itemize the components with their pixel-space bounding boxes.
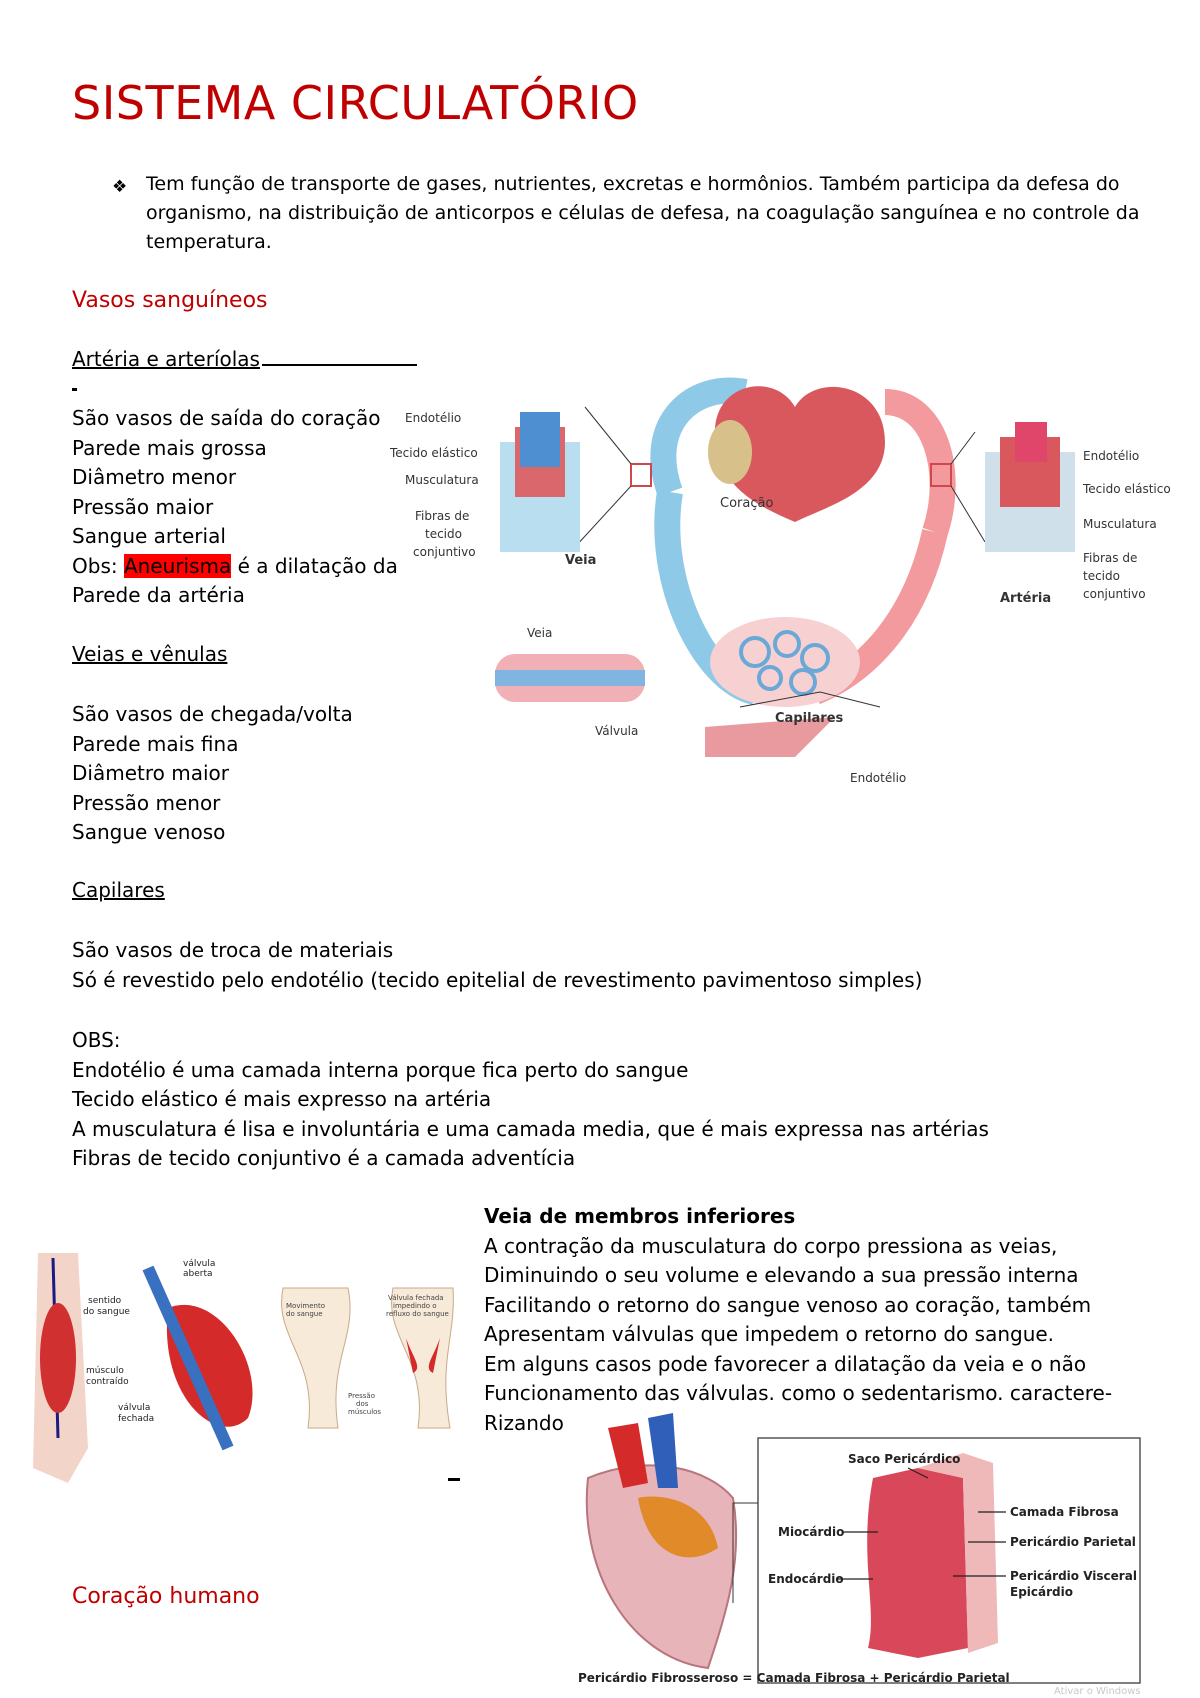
list-item: Em alguns casos pode favorecer a dilatação da veia e o não [484,1351,1087,1376]
list-item: Facilitando o retorno do sangue venoso ao coração, também [484,1292,1092,1317]
list-item: A contração da musculatura do corpo pressiona as veias, [484,1233,1058,1258]
arteria-endotelio-layer [1015,422,1047,462]
list-item: Diminuindo o seu volume e elevando a sua pressão interna [484,1263,1079,1287]
label-movimento-2: do sangue [286,1310,323,1318]
veias-list [72,700,353,848]
list-item: Sangue arterial [72,524,226,548]
label-veia: Veia [565,553,597,568]
label-endocardio: Endocárdio [768,1572,844,1586]
veia-valve-lumen [495,670,645,686]
veias-heading: Veias e vênulas [72,642,228,666]
label-pericardio-visceral: Pericárdio Visceral [1010,1569,1137,1583]
label-conjuntivo: conjuntivo [413,545,476,559]
label-endotelio-bottom: Endotélio [850,771,907,785]
label-sentido-1: sentido [88,1296,122,1306]
arterias-heading: Artéria e arteríolas [72,347,260,371]
obs-heading: OBS: [72,1028,121,1052]
leg-veins-diagram [18,1248,458,1488]
stray-mark [448,1478,460,1481]
label-valvula-fechada-2: fechada [118,1414,155,1424]
list-item: Diâmetro menor [72,465,237,489]
label-fechada-1: Válvula fechada [388,1294,444,1302]
label-capilares: Capilares [775,711,844,726]
label-endotelio: Endotélio [405,411,462,425]
label-conjuntivo: conjuntivo [1083,587,1146,601]
underline-rule [262,364,417,366]
leg-muscle [40,1303,76,1413]
label-valvula-aberta-2: aberta [183,1269,213,1279]
list-item: Endotélio é uma camada interna porque fica perto do sangue [72,1057,689,1082]
label-fibras: Fibras de [1083,551,1138,565]
list-item: Pressão maior [72,494,214,519]
label-valvula-fechada-1: válvula [118,1403,151,1413]
list-item: Parede da artéria [72,583,245,607]
pericardium-diagram [568,1408,1144,1690]
list-item: Apresentam válvulas que impedem o retorno do sangue. [484,1322,1055,1346]
list-item: São vasos de saída do coração [72,406,381,430]
capilares-list [72,936,922,995]
list-item: A musculatura é lisa e involuntária e uma camada media, que é mais expressa nas artérias [72,1116,989,1141]
obs-suffix: é a dilatação da [231,553,398,578]
arterias-list [72,404,398,611]
heart-atrium [708,420,752,484]
label-tecido: tecido [425,527,462,541]
list-item: Pressão menor [72,790,221,815]
label-endotelio: Endotélio [1083,449,1140,463]
list-item: Só é revestido pelo endotélio (tecido epitelial de revestimento pavimentoso simples) [72,967,923,992]
label-valvula-aberta-1: válvula [183,1259,216,1269]
veia-labels [389,411,479,559]
label-tecido-elastico: Tecido elástico [390,446,478,460]
label-pressao-1: Pressão [348,1392,375,1400]
label-musculatura: Musculatura [1083,517,1157,531]
obs-prefix: Obs: [72,553,124,578]
label-valvula: Válvula [595,724,639,738]
diamond-bullet-icon: ❖ [112,177,128,197]
list-item: Funcionamento das válvulas. como o sedentarismo. caractere- [484,1381,1113,1405]
label-camada-fibrosa: Camada Fibrosa [1010,1505,1119,1519]
arteria-labels [1082,449,1171,601]
list-item: São vasos de chegada/volta [72,702,353,726]
list-item: Parede mais fina [72,731,239,756]
section-heading-vasos: Vasos sanguíneos [72,288,268,313]
pericardium-caption: Pericárdio Fibrosseroso = Camada Fibrosa + Pericárdio Parietal [578,1671,1010,1685]
label-saco-pericardico: Saco Pericárdico [848,1452,961,1466]
label-coracao: Coração [720,496,774,511]
section-heading-coracao: Coração humano [72,1584,260,1609]
label-musculatura: Musculatura [405,473,479,487]
label-sentido-2: do sangue [83,1307,130,1317]
arterias-heading-row [72,347,417,371]
windows-watermark: Ativar o Windows [1054,1686,1141,1697]
label-tecido: tecido [1083,569,1120,583]
page-title: SISTEMA CIRCULATÓRIO [72,76,639,130]
label-pressao-3: músculos [348,1408,382,1416]
label-musculo-1: músculo [86,1366,124,1376]
stray-mark [72,388,77,391]
list-item: São vasos de troca de materiais [72,938,394,962]
list-item: Diâmetro maior [72,761,229,785]
list-item: Fibras de tecido conjuntivo é a camada adventícia [72,1146,576,1170]
label-fibras: Fibras de [415,509,470,523]
label-movimento-1: Movimento [286,1302,325,1310]
intro-text: Tem função de transporte de gases, nutrientes, excretas e hormônios. Também participa da defesa do organismo, na distribuição de anticorpos e células de defesa, na coagulação sanguínea e no controle da temperatura. [146,173,1140,253]
list-item: Sangue venoso [72,820,226,844]
membros-heading: Veia de membros inferiores [484,1204,796,1228]
vessels-diagram [390,362,1175,812]
label-arteria: Artéria [1000,591,1052,606]
capilares-heading: Capilares [72,878,165,902]
myocardium-layer [867,1468,968,1658]
label-veia-small: Veia [527,626,553,640]
highlight-aneurisma: Aneurisma [123,553,232,578]
list-item: Rizando [484,1410,564,1435]
obs-aneurisma [72,552,398,582]
membros-block [484,1202,1112,1438]
label-epicardio: Epicárdio [1010,1585,1073,1599]
obs-block [72,1026,989,1174]
label-musculo-2: contraído [86,1377,129,1387]
list-item: Tecido elástico é mais expresso na artéria [72,1087,492,1111]
label-fechada-3: refluxo do sangue [386,1310,449,1318]
label-pressao-2: dos [356,1400,369,1408]
label-miocardio: Miocárdio [778,1525,845,1539]
label-fechada-2: impedindo o [393,1302,437,1310]
veia-endotelio-layer [520,412,560,467]
label-tecido-elastico: Tecido elástico [1083,482,1171,496]
label-pericardio-parietal: Pericárdio Parietal [1010,1535,1136,1549]
list-item: Parede mais grossa [72,435,267,460]
